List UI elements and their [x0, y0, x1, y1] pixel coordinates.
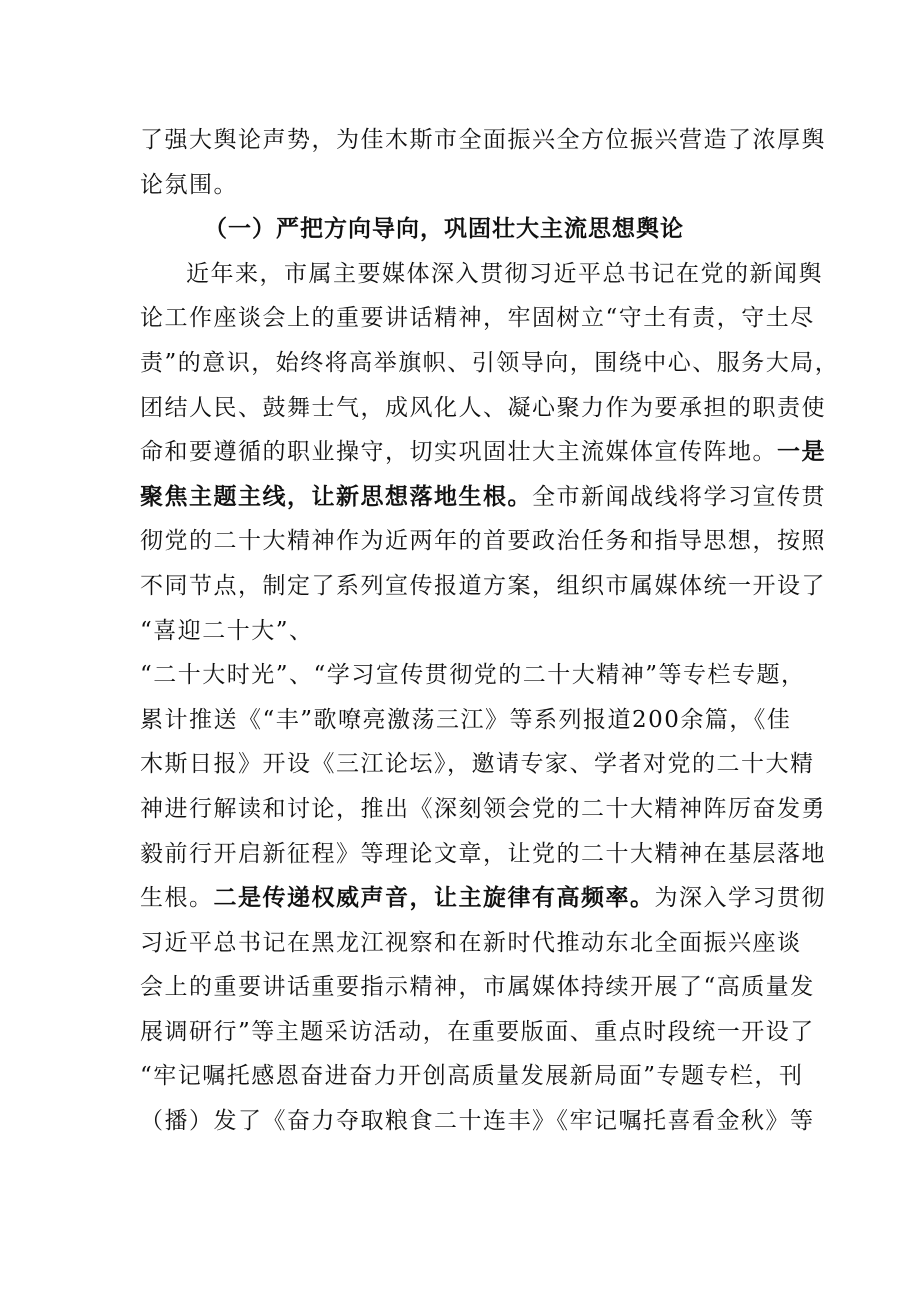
paragraph-line: （播）发了《奋力夺取粮食二十连丰》《牢记嘱托喜看金秋》等 [140, 1108, 815, 1135]
paragraph-line: 近年来，市属主要媒体深入贯彻习近平总书记在党的新闻舆 [186, 260, 823, 287]
paragraph-line: 会上的重要讲话重要指示精神，市属媒体持续开展了“高质量发 [140, 974, 815, 1001]
paragraph-line: 彻党的二十大精神作为近两年的首要政治任务和指导思想，按照 [140, 528, 826, 555]
paragraph-line: 毅前行开启新征程》等理论文章，让党的二十大精神在基层落地 [140, 840, 826, 867]
section-heading: （一）严把方向导向，巩固壮大主流思想舆论 [204, 216, 684, 243]
paragraph-line [140, 876, 826, 921]
paragraph-line: 不同节点，制定了系列宣传报道方案，组织市属媒体统一开设了 [140, 572, 826, 599]
bold-lead-text: 二是传递权威声音，让主旋律有高频率。 [213, 885, 655, 912]
paragraph-line: 累计推送《“丰”歌嘹亮激荡三江》等系列报道200余篇，《佳 [140, 706, 792, 733]
paragraph-line: 神进行解读和讨论，推出《深刻领会党的二十大精神阵厉奋发勇 [140, 795, 826, 822]
paragraph-line: 论工作座谈会上的重要讲话精神，牢固树立“守土有责，守土尽 [140, 305, 815, 332]
paragraph-line: 责”的意识，始终将高举旗帜、引领导向，围绕中心、服务大局， [140, 349, 840, 376]
paragraph-line [140, 430, 826, 475]
bold-lead-text: 一是 [777, 439, 826, 466]
document-body [140, 118, 840, 1144]
line-text: 命和要遵循的职业操守，切实巩固壮大主流媒体宣传阵地。 [140, 439, 777, 466]
paragraph-line: “喜迎二十大”、 [140, 617, 314, 644]
paragraph-line: 团结人民、鼓舞士气，成风化人、凝心聚力作为要承担的职责使 [140, 394, 826, 421]
paragraph-line: “牢记嘱托感恩奋进奋力开创高质量发展新局面”专题专栏，刊 [140, 1063, 804, 1090]
paragraph-line: 展调研行”等主题采访活动，在重要版面、重点时段统一开设了 [140, 1018, 815, 1045]
paragraph-line: 习近平总书记在黑龙江视察和在新时代推动东北全面振兴座谈 [140, 929, 802, 956]
paragraph-line: 了强大舆论声势，为佳木斯市全面振兴全方位振兴营造了浓厚舆 [140, 127, 826, 153]
paragraph-line [140, 475, 826, 520]
paragraph-line: 木斯日报》开设《三江论坛》，邀请专家、学者对党的二十大精 [140, 751, 815, 778]
line-text: 全市新闻战线将学习宣传贯 [532, 483, 826, 510]
bold-lead-text: 聚焦主题主线，让新思想落地生根。 [140, 483, 532, 510]
line-text: 为深入学习贯彻 [654, 885, 826, 912]
line-text: 生根。 [140, 885, 214, 912]
paragraph-line: “二十大时光”、“学习宣传贯彻党的二十大精神”等专栏专题， [140, 662, 806, 689]
paragraph-line: 论氛围。 [140, 171, 238, 198]
